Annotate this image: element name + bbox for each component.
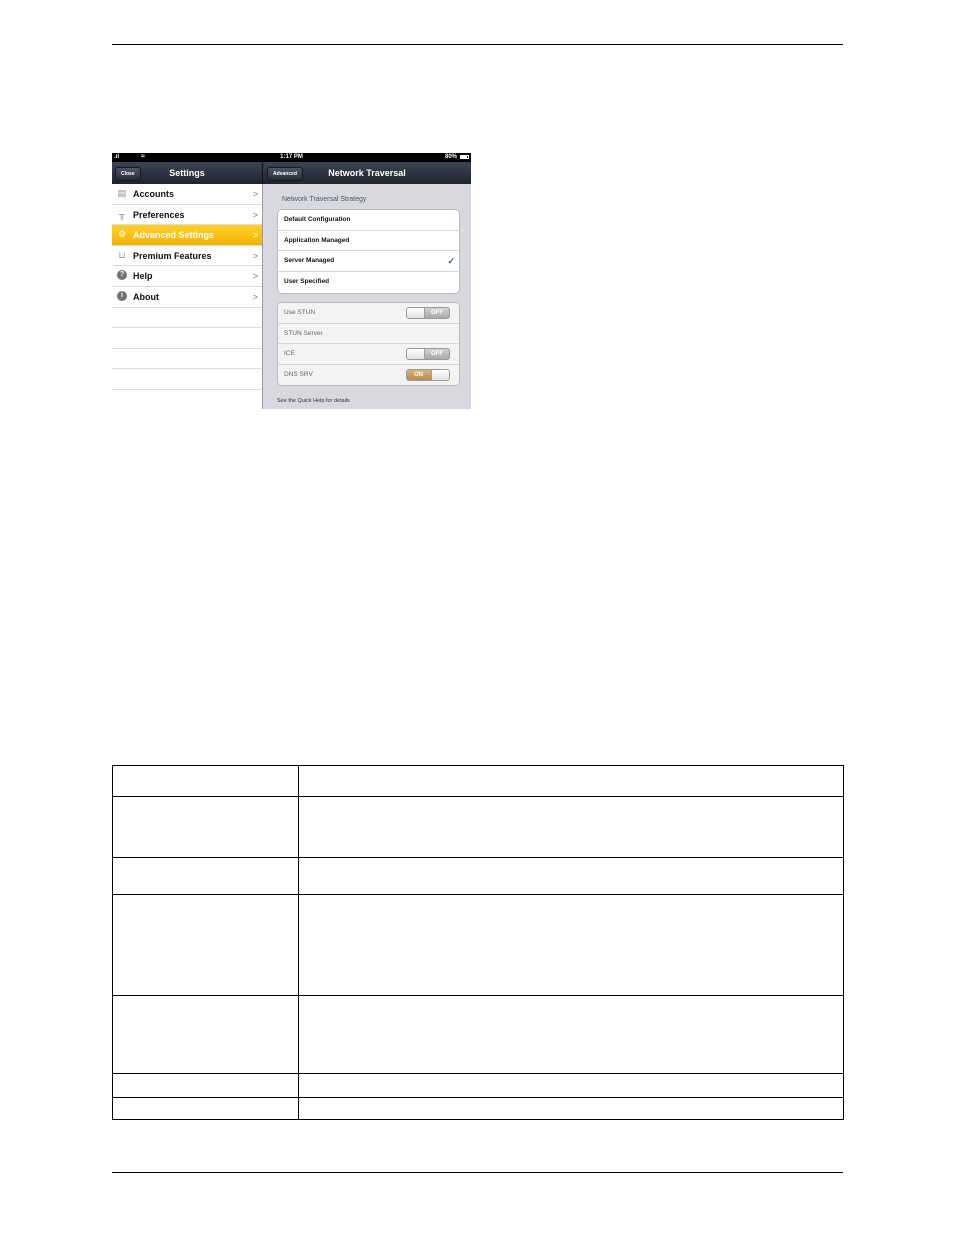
preferences-icon: ╥ xyxy=(118,208,126,219)
table-cell xyxy=(113,1098,299,1120)
sidebar-item-label: About xyxy=(133,291,159,302)
table-row xyxy=(113,766,844,797)
network-traversal-title: Network Traversal xyxy=(328,168,406,178)
sidebar-empty-row xyxy=(112,328,262,349)
header-rule xyxy=(112,44,843,45)
table-cell xyxy=(113,895,299,996)
option-label: Use STUN xyxy=(284,309,316,316)
strategy-list xyxy=(277,209,460,294)
toggle-knob xyxy=(407,349,425,359)
battery-icon xyxy=(460,155,469,159)
table-row xyxy=(113,1074,844,1098)
option-label: ICE xyxy=(284,350,295,358)
status-bar xyxy=(112,153,471,162)
help-icon: ? xyxy=(117,270,127,280)
detail-nav-bar xyxy=(263,162,471,184)
strategy-label: User Specified xyxy=(284,278,330,286)
chevron-right-icon: > xyxy=(252,271,258,282)
strategy-label: Server Managed xyxy=(284,257,335,265)
sidebar-item-help[interactable] xyxy=(112,266,262,287)
option-use-stun xyxy=(278,303,459,324)
close-button[interactable]: Close xyxy=(115,167,141,181)
strategy-label: Application Managed xyxy=(284,236,350,244)
strategy-option-server-managed[interactable] xyxy=(278,251,459,272)
table-cell xyxy=(299,895,844,996)
table-cell xyxy=(299,996,844,1074)
table-cell xyxy=(299,858,844,895)
network-traversal-panel xyxy=(263,184,471,409)
use-stun-toggle[interactable] xyxy=(406,307,450,319)
strategy-option-default-configuration[interactable] xyxy=(278,210,459,231)
sidebar-item-about[interactable] xyxy=(112,287,262,308)
chevron-right-icon: > xyxy=(252,189,258,199)
settings-reference-table xyxy=(112,765,844,1120)
battery-level: 80% xyxy=(444,154,457,160)
sidebar-empty-row xyxy=(112,369,262,390)
strategy-section-header: Network Traversal Strategy xyxy=(282,196,367,203)
chevron-right-icon: > xyxy=(252,209,258,220)
toggle-state: OFF xyxy=(431,310,443,316)
table-cell xyxy=(113,1074,299,1098)
sidebar-item-label: Accounts xyxy=(133,189,175,199)
toggle-knob xyxy=(407,308,425,318)
traversal-options-list xyxy=(277,302,460,386)
table-row xyxy=(113,858,844,895)
table-row xyxy=(113,996,844,1074)
footer-rule xyxy=(112,1172,843,1173)
sidebar-item-label: Preferences xyxy=(133,209,185,220)
table-cell xyxy=(113,766,299,797)
ice-toggle[interactable] xyxy=(406,348,450,360)
accounts-icon: ▤ xyxy=(117,188,127,198)
table-cell xyxy=(113,858,299,895)
toggle-state: ON xyxy=(414,372,423,379)
signal-icon: .ıl xyxy=(114,154,120,160)
table-row xyxy=(113,797,844,858)
strategy-option-application-managed[interactable] xyxy=(278,231,459,252)
sidebar-item-preferences[interactable] xyxy=(112,205,262,226)
strategy-option-user-specified[interactable] xyxy=(278,272,459,293)
cart-icon: ⊔ xyxy=(118,249,126,260)
info-icon: i xyxy=(117,291,127,301)
sidebar-item-label: Advanced Settings xyxy=(133,230,215,241)
sidebar-item-accounts[interactable] xyxy=(112,184,262,205)
chevron-right-icon: > xyxy=(252,250,258,261)
table-row xyxy=(113,895,844,996)
sidebar-empty-row xyxy=(112,349,262,370)
table-cell xyxy=(299,1098,844,1120)
settings-sidebar xyxy=(112,184,263,409)
sidebar-item-advanced-settings[interactable] xyxy=(112,225,262,246)
chevron-right-icon: > xyxy=(252,230,258,241)
strategy-label: Default Configuration xyxy=(284,216,351,223)
app-screenshot xyxy=(112,153,471,409)
sidebar-item-label: Premium Features xyxy=(133,250,212,261)
option-ice xyxy=(278,344,459,365)
quick-help-note: See the Quick Help for details xyxy=(277,398,350,404)
advanced-back-button[interactable]: Advanced xyxy=(267,167,303,181)
option-label: STUN Server xyxy=(284,329,323,337)
sidebar-item-premium-features[interactable] xyxy=(112,246,262,267)
table-cell xyxy=(113,797,299,858)
table-cell xyxy=(299,766,844,797)
table-row xyxy=(113,1098,844,1120)
option-dns-srv xyxy=(278,365,459,386)
sidebar-empty-row xyxy=(112,308,262,329)
sidebar-item-label: Help xyxy=(133,271,153,282)
table-cell xyxy=(299,1074,844,1098)
toggle-knob xyxy=(431,370,449,380)
status-time: 1:17 PM xyxy=(280,154,303,160)
table-cell xyxy=(299,797,844,858)
toggle-state: OFF xyxy=(431,351,443,358)
table-cell xyxy=(113,996,299,1074)
option-label: DNS SRV xyxy=(284,371,313,379)
settings-title: Settings xyxy=(169,168,205,178)
gears-icon: ⚙ xyxy=(117,229,127,240)
settings-nav-bar xyxy=(112,162,263,184)
chevron-right-icon: > xyxy=(252,291,258,302)
option-stun-server xyxy=(278,324,459,345)
wifi-icon: ≈ xyxy=(141,153,145,160)
checkmark-icon: ✓ xyxy=(447,256,455,267)
dns-srv-toggle[interactable] xyxy=(406,369,450,381)
